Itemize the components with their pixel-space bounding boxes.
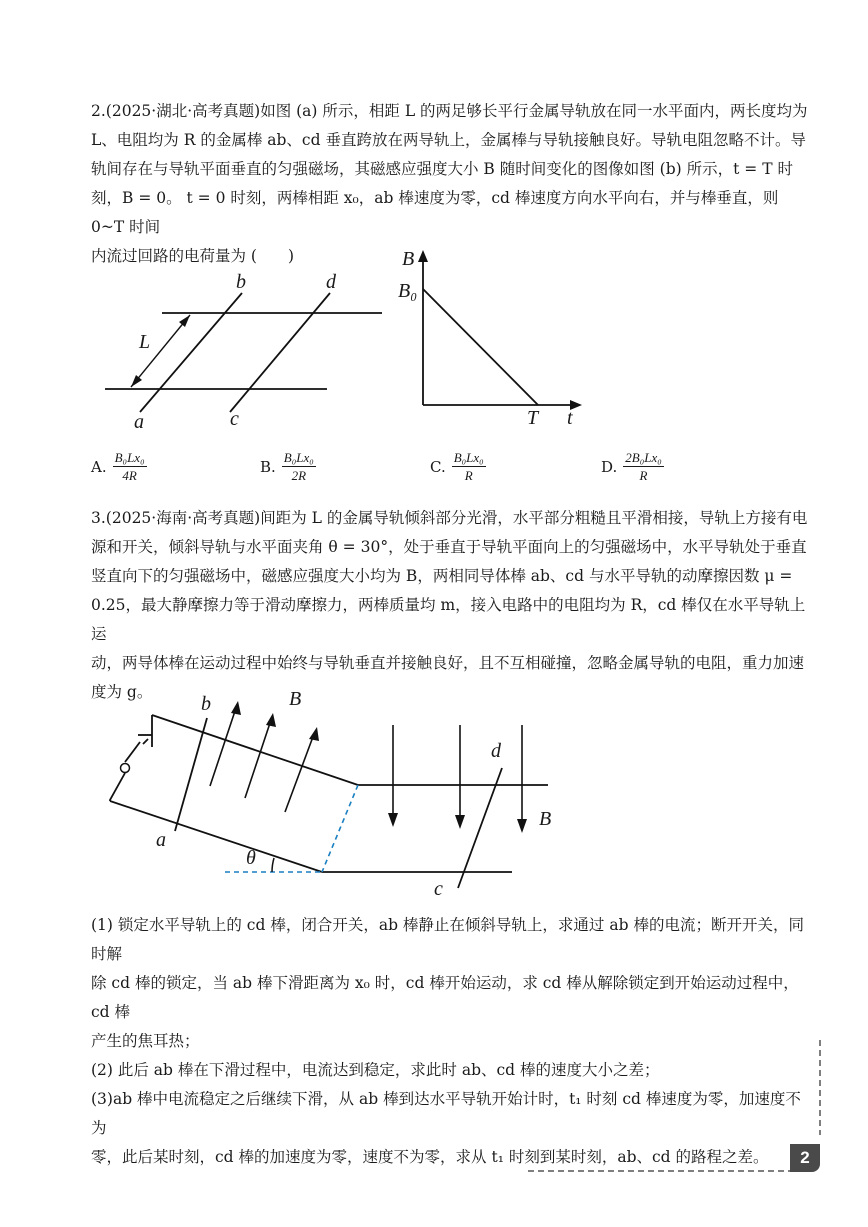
switch-contact — [121, 764, 130, 773]
q3-label-a: a — [156, 829, 166, 851]
label-c: c — [230, 408, 239, 430]
switch-lever — [125, 742, 140, 762]
rod-ab — [140, 293, 242, 412]
q3-label-d: d — [491, 740, 501, 762]
label-B0: B₀ — [398, 280, 418, 302]
arrow-head-down — [131, 375, 142, 387]
label-B: B — [402, 248, 415, 270]
q3-source: (2025·海南·高考真题) — [105, 509, 261, 527]
field-arrow-2-head — [266, 713, 276, 727]
rod-ab — [175, 718, 207, 831]
sub3-line-1: (3)ab 棒中电流稳定之后继续下滑，从 ab 棒到达水平导轨开始计时，t₁ 时刻 cd 棒速度为零，加速度不为 — [91, 1090, 801, 1137]
field-arrow-2 — [245, 720, 271, 798]
page-corner-frame — [520, 1035, 830, 1175]
rod-cd — [230, 293, 330, 412]
page-number: 2 — [790, 1144, 820, 1172]
option-d-label: D. — [601, 457, 618, 476]
q2-line-2: L、电阻均为 R 的金属棒 ab、cd 垂直跨放在两导轨上，金属棒与导轨接触良好。导轨电阻忽略不计。导 — [91, 131, 806, 149]
sub1-line-3: 产生的焦耳热； — [91, 1032, 200, 1050]
y-axis-arrow — [418, 250, 428, 262]
q3-line-2: 源和开关，倾斜导轨与水平面夹角 θ = 30°，处于垂直于导轨平面向上的匀强磁场中，水平导轨处于垂直 — [91, 538, 807, 556]
label-L: L — [139, 331, 151, 353]
field-arrow-down-1-head — [388, 813, 398, 827]
rod-cd — [458, 768, 502, 888]
option-c-den: R — [464, 468, 473, 483]
q3-number: 3. — [91, 509, 106, 527]
option-b-den: 2R — [291, 468, 307, 483]
q3-text — [91, 504, 811, 707]
battery-plate-short — [143, 739, 148, 744]
option-d[interactable] — [601, 449, 664, 484]
q3-figure — [100, 695, 580, 895]
circuit-wire-lower — [110, 773, 125, 801]
field-arrow-1 — [210, 708, 236, 786]
sub1-line-1: (1) 锁定水平导轨上的 cd 棒，闭合开关，ab 棒静止在倾斜导轨上，求通过 ab 棒的电流；断开开关，同时解 — [91, 916, 804, 963]
option-b-fraction — [282, 449, 316, 484]
q2-line-3: 轨间存在与导轨平面垂直的匀强磁场，其磁感应强度大小 B 随时间变化的图像如图 (b) 所示，t = T 时 — [91, 160, 793, 178]
label-a: a — [134, 411, 144, 433]
option-b-label: B. — [260, 457, 276, 476]
option-b-num: B₀Lx₀ — [283, 450, 314, 465]
option-d-den: R — [639, 468, 648, 483]
option-a-fraction — [113, 449, 147, 484]
q2-source: (2025·湖北·高考真题) — [105, 102, 261, 120]
option-b[interactable] — [260, 449, 316, 484]
option-c[interactable] — [430, 449, 486, 484]
sub3-line-2: 零，此后某时刻，cd 棒的加速度为零，速度不为零，求从 t₁ 时刻到某时刻，ab、cd 的路程之差。 — [91, 1148, 769, 1166]
arrow-head-up — [179, 315, 190, 327]
q3-label-b: b — [201, 693, 211, 715]
field-arrow-3 — [285, 734, 314, 812]
option-d-fraction — [623, 449, 663, 484]
field-arrow-3-head — [309, 727, 319, 741]
option-a-label: A. — [91, 457, 107, 476]
q3-line-3: 竖直向下的匀强磁场中，磁感应强度大小均为 B，两相同导体棒 ab、cd 与水平导轨的动摩擦因数 μ = — [91, 567, 793, 585]
option-c-fraction — [452, 449, 486, 484]
q3-label-B-incline: B — [289, 688, 302, 710]
sub1-line-2: 除 cd 棒的锁定，当 ab 棒下滑距离为 x₀ 时，cd 棒开始运动，求 cd 棒从解除锁定到开始运动过程中，cd 棒 — [91, 974, 799, 1021]
option-c-num: B₀Lx₀ — [453, 450, 484, 465]
option-a-den: 4R — [122, 468, 137, 483]
q3-line-4: 0.25，最大静摩擦力等于滑动摩擦力，两棒质量均 m，接入电路中的电阻均为 R，cd 棒仅在水平导轨上运 — [91, 596, 806, 643]
q3-label-B-horizontal: B — [539, 808, 552, 830]
sub2-line: (2) 此后 ab 棒在下滑过程中，电流达到稳定，求此时 ab、cd 棒的速度大小之差； — [91, 1061, 660, 1079]
q2-line-5: 内流过回路的电荷量为 ( ) — [91, 247, 295, 265]
option-a[interactable] — [91, 449, 147, 484]
junction-dashed-line — [322, 785, 358, 872]
field-arrow-1-head — [231, 701, 241, 715]
field-arrow-down-3-head — [517, 819, 527, 833]
field-arrow-down-2-head — [455, 815, 465, 829]
q2-line1-text: 如图 (a) 所示，相距 L 的两足够长平行金属导轨放在同一水平面内，两长度均为 — [260, 102, 808, 120]
q3-label-c: c — [434, 878, 443, 900]
b-t-line — [423, 289, 538, 405]
inclined-rail-bottom — [110, 801, 322, 872]
q2-line-4: 刻，B = 0。 t = 0 时刻，两棒相距 x₀，ab 棒速度为零，cd 棒速度方向水平向右，并与棒垂直，则 0~T 时间 — [91, 189, 779, 236]
q2-figure-b — [405, 245, 590, 420]
q3-line1-text: 间距为 L 的金属导轨倾斜部分光滑，水平部分粗糙且平滑相接，导轨上方接有电 — [260, 509, 808, 527]
label-d: d — [326, 271, 336, 293]
inclined-rail-top — [152, 715, 358, 785]
q3-line-5: 动，两导体棒在运动过程中始终与导轨垂直并接触良好，且不互相碰撞，忽略金属导轨的电阻，重力加速 — [91, 654, 805, 672]
label-T: T — [527, 407, 539, 429]
label-t: t — [567, 407, 573, 429]
q3-line-6: 度为 g。 — [91, 683, 153, 701]
angle-arc — [272, 858, 274, 872]
option-a-num: B₀Lx₀ — [114, 450, 145, 465]
q3-line-1 — [91, 504, 811, 533]
option-d-num: 2B₀Lx₀ — [625, 450, 662, 465]
q2-number: 2. — [91, 102, 106, 120]
q2-line-1 — [91, 97, 811, 126]
label-b: b — [236, 271, 246, 293]
option-c-label: C. — [430, 457, 446, 476]
q3-label-theta: θ — [246, 847, 256, 869]
